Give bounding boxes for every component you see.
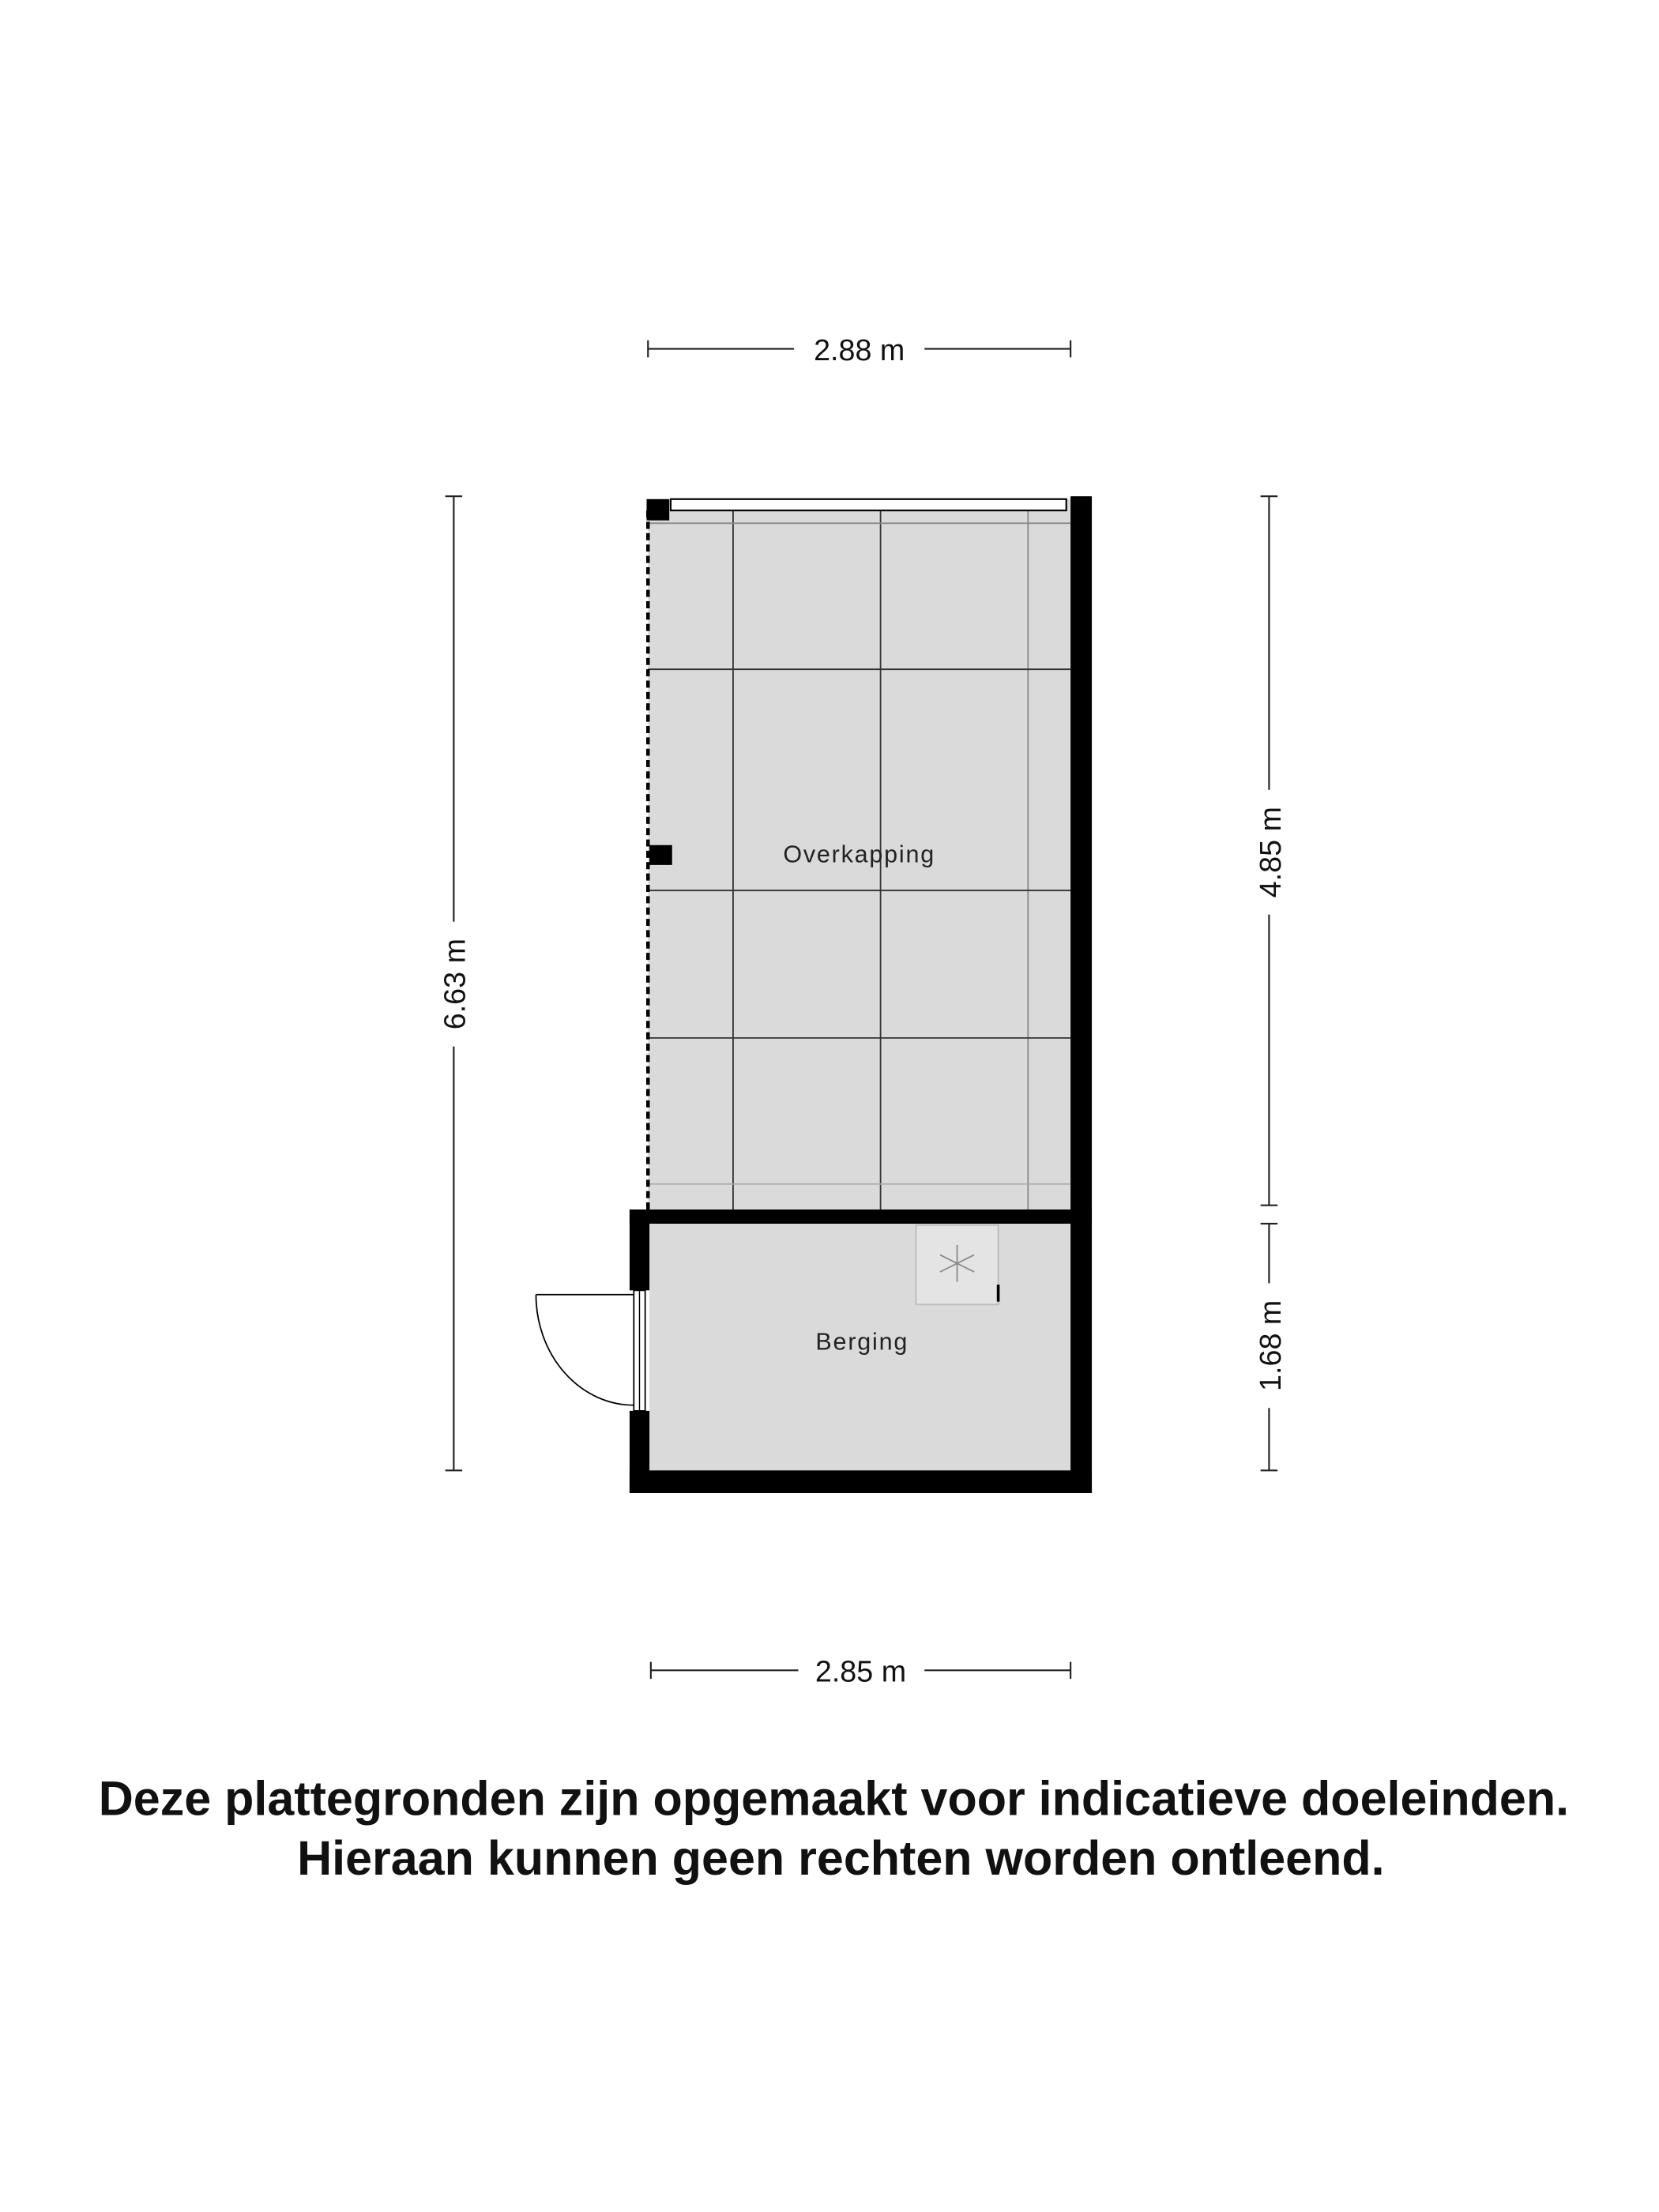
dimension-bottom <box>651 1655 1070 1688</box>
post-top-left <box>646 499 669 521</box>
door-swing-arc <box>536 1295 634 1405</box>
dimension-label: 2.85 m <box>814 1654 907 1688</box>
room-label-overkapping: Overkapping <box>783 841 936 868</box>
post-middle <box>649 845 672 865</box>
dimension-top <box>648 333 1070 367</box>
room-berging <box>649 1224 1070 1470</box>
disclaimer-line-2: Hieraan kunnen geen rechten worden ontleend. <box>297 1830 1385 1885</box>
room-label-berging: Berging <box>815 1328 909 1356</box>
dimension-left <box>438 496 472 1470</box>
room-overkapping <box>646 499 1070 1211</box>
disclaimer-line-1: Deze plattegronden zijn opgemaakt voor indicatieve doeleinden. <box>98 1771 1570 1826</box>
dimension-label: 1.68 m <box>1253 1300 1287 1391</box>
door[interactable] <box>536 1290 645 1411</box>
dimension-label: 6.63 m <box>438 939 472 1030</box>
dimension-label: 2.88 m <box>814 333 905 367</box>
roof-beam <box>671 499 1066 510</box>
dimension-right <box>1254 496 1287 1470</box>
dimension-label: 4.85 m <box>1253 807 1287 898</box>
